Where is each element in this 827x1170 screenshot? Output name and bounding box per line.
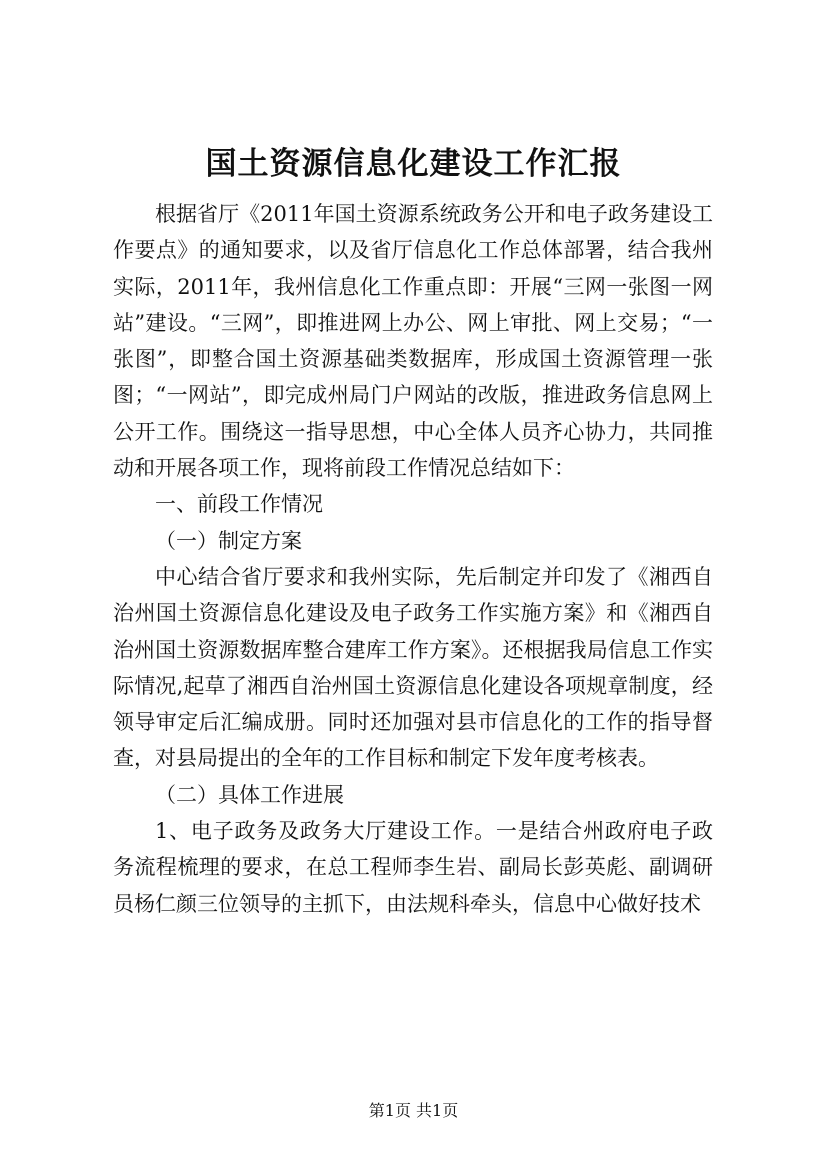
- subsection-heading-2: （二）具体工作进展: [155, 782, 344, 807]
- page-number-text: 第1页 共1页: [368, 1101, 459, 1120]
- page-footer: [0, 1099, 827, 1123]
- document-title: 国土资源信息化建设工作汇报: [205, 146, 622, 182]
- section-heading-1: 一、前段工作情况: [155, 492, 323, 517]
- progress-paragraph: 1、电子政务及政务大厅建设工作。一是结合州政府电子政务流程梳理的要求，在总工程师李生岩、副局长彭英彪、副调研员杨仁颜三位领导的主抓下，由法规科牵头，信息中心做好技术: [113, 819, 713, 916]
- document-body: [113, 196, 713, 922]
- intro-paragraph: 根据省厅《2011年国土资源系统政务公开和电子政务建设工作要点》的通知要求，以及省厅信息化工作总体部署，结合我州实际，2011年，我州信息化工作重点即：开展“三网一张图一网站”建设。“三网”，即推进网上办公、网上审批、网上交易；“一张图”，即整合国土资源基础类数据库，形成国土资源管理一张图；“一网站”，即完成州局门户网站的改版，推进政务信息网上公开工作。围绕这一指导思想，中心全体人员齐心协力，共同推动和开展各项工作，现将前段工作情况总结如下：: [113, 202, 713, 481]
- subsection-heading-1: （一）制定方案: [155, 528, 302, 553]
- plan-paragraph: 中心结合省厅要求和我州实际，先后制定并印发了《湘西自治州国土资源信息化建设及电子政务工作实施方案》和《湘西自治州国土资源数据库整合建库工作方案》。还根据我局信息工作实际情况,起草了湘西自治州国土资源信息化建设各项规章制度，经领导审定后汇编成册。同时还加强对县市信息化的工作的指导督查，对县局提出的全年的工作目标和制定下发年度考核表。: [113, 564, 713, 771]
